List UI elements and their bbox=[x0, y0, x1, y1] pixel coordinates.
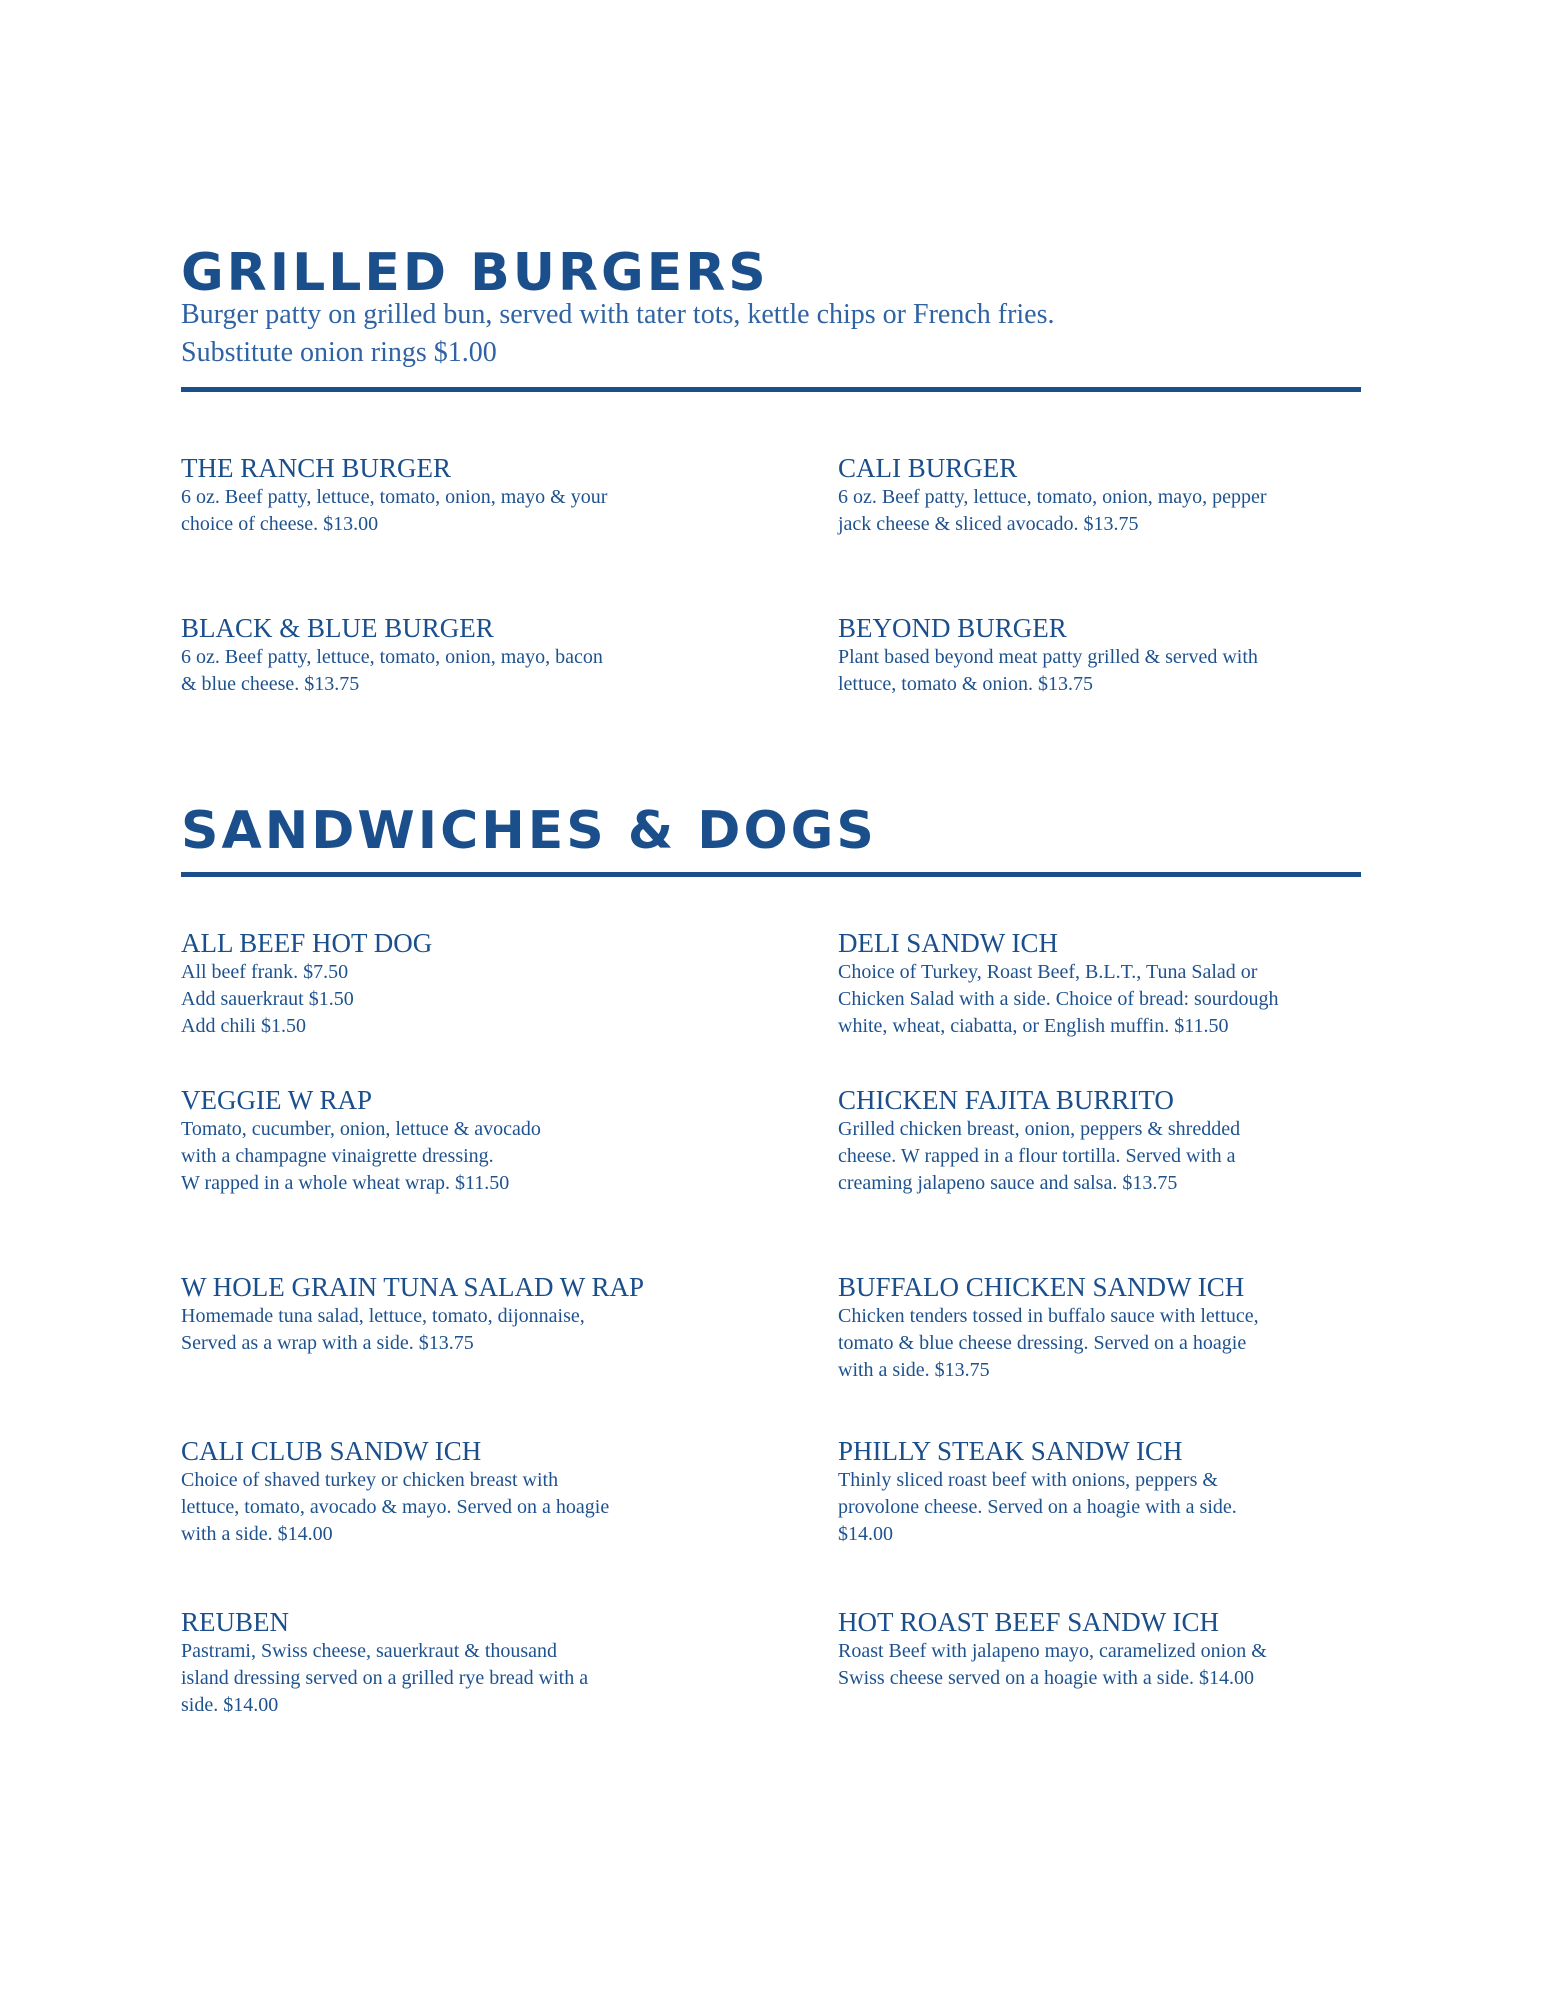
subtitle-line-2: Substitute onion rings $1.00 bbox=[181, 337, 497, 368]
menu-item-description: Homemade tuna salad, lettuce, tomato, dijonnaise, Served as a wrap with a side. $13.75 bbox=[181, 1305, 585, 1354]
menu-item-description: 6 oz. Beef patty, lettuce, tomato, onion, mayo, bacon & blue cheese. $13.75 bbox=[181, 646, 603, 695]
menu-item bbox=[838, 1084, 1358, 1197]
menu-item bbox=[838, 927, 1358, 1040]
menu-item-description: 6 oz. Beef patty, lettuce, tomato, onion, mayo, pepper jack cheese & sliced avocado. $13.75 bbox=[838, 486, 1267, 535]
menu-item bbox=[181, 1435, 701, 1548]
menu-item bbox=[181, 612, 701, 698]
menu-item-name: REUBEN bbox=[181, 1607, 289, 1637]
subtitle-line-1: Burger patty on grilled bun, served with tater tots, kettle chips or French fries. bbox=[181, 299, 1055, 330]
menu-item-description: Grilled chicken breast, onion, peppers & shredded cheese. W rapped in a flour tortilla. Served with a creaming jalapeno sauce and salsa. $13.75 bbox=[838, 1118, 1241, 1194]
menu-item-name: BLACK & BLUE BURGER bbox=[181, 613, 494, 643]
menu-item-description: Plant based beyond meat patty grilled & served with lettuce, tomato & onion. $13.75 bbox=[838, 646, 1258, 695]
menu-item-description: Pastrami, Swiss cheese, sauerkraut & thousand island dressing served on a grilled rye bread with a side. $14.00 bbox=[181, 1640, 589, 1716]
menu-item-name: THE RANCH BURGER bbox=[181, 453, 452, 483]
menu-item-description: All beef frank. $7.50 Add sauerkraut $1.50 Add chili $1.50 bbox=[181, 961, 354, 1037]
menu-item-name: CALI CLUB SANDW ICH bbox=[181, 1436, 482, 1466]
menu-item-name: BUFFALO CHICKEN SANDW ICH bbox=[838, 1272, 1245, 1302]
menu-item-name: DELI SANDW ICH bbox=[838, 928, 1058, 958]
section-subtitle-grilled-burgers bbox=[181, 296, 1055, 372]
section-title-sandwiches-dogs: SANDWICHES & DOGS bbox=[181, 801, 877, 861]
menu-item bbox=[838, 1271, 1358, 1384]
menu-item bbox=[181, 452, 701, 538]
menu-item-name: BEYOND BURGER bbox=[838, 613, 1067, 643]
menu-item-description: Roast Beef with jalapeno mayo, caramelized onion & Swiss cheese served on a hoagie with a side. $14.00 bbox=[838, 1640, 1267, 1689]
menu-item-description: Choice of Turkey, Roast Beef, B.L.T., Tuna Salad or Chicken Salad with a side. Choice of bread: sourdough white, wheat, ciabatta, or English muffin. $11.50 bbox=[838, 961, 1279, 1037]
section-divider bbox=[181, 387, 1361, 392]
menu-item-name: CHICKEN FAJITA BURRITO bbox=[838, 1085, 1174, 1115]
menu-item-description: Thinly sliced roast beef with onions, peppers & provolone cheese. Served on a hoagie with a side. $14.00 bbox=[838, 1469, 1237, 1545]
menu-item-description: Tomato, cucumber, onion, lettuce & avocado with a champagne vinaigrette dressing. W rapped in a whole wheat wrap. $11.50 bbox=[181, 1118, 541, 1194]
menu-item-name: VEGGIE W RAP bbox=[181, 1085, 373, 1115]
menu-item-description: Chicken tenders tossed in buffalo sauce with lettuce, tomato & blue cheese dressing. Served on a hoagie with a side. $13.75 bbox=[838, 1305, 1259, 1381]
menu-item-name: CALI BURGER bbox=[838, 453, 1018, 483]
menu-item-name: ALL BEEF HOT DOG bbox=[181, 928, 433, 958]
menu-item bbox=[181, 927, 701, 1040]
menu-item-name: PHILLY STEAK SANDW ICH bbox=[838, 1436, 1183, 1466]
menu-item bbox=[181, 1084, 701, 1197]
menu-item bbox=[838, 452, 1358, 538]
menu-item bbox=[838, 1435, 1358, 1548]
menu-item-name: W HOLE GRAIN TUNA SALAD W RAP bbox=[181, 1272, 645, 1302]
menu-item bbox=[838, 1606, 1358, 1692]
menu-item-name: HOT ROAST BEEF SANDW ICH bbox=[838, 1607, 1220, 1637]
menu-item-description: 6 oz. Beef patty, lettuce, tomato, onion, mayo & your choice of cheese. $13.00 bbox=[181, 486, 608, 535]
menu-item-description: Choice of shaved turkey or chicken breast with lettuce, tomato, avocado & mayo. Served on a hoagie with a side. $14.00 bbox=[181, 1469, 610, 1545]
section-title-grilled-burgers: GRILLED BURGERS bbox=[181, 243, 769, 303]
section-divider bbox=[181, 872, 1361, 877]
menu-item bbox=[181, 1271, 701, 1357]
menu-item bbox=[181, 1606, 701, 1719]
menu-item bbox=[838, 612, 1358, 698]
